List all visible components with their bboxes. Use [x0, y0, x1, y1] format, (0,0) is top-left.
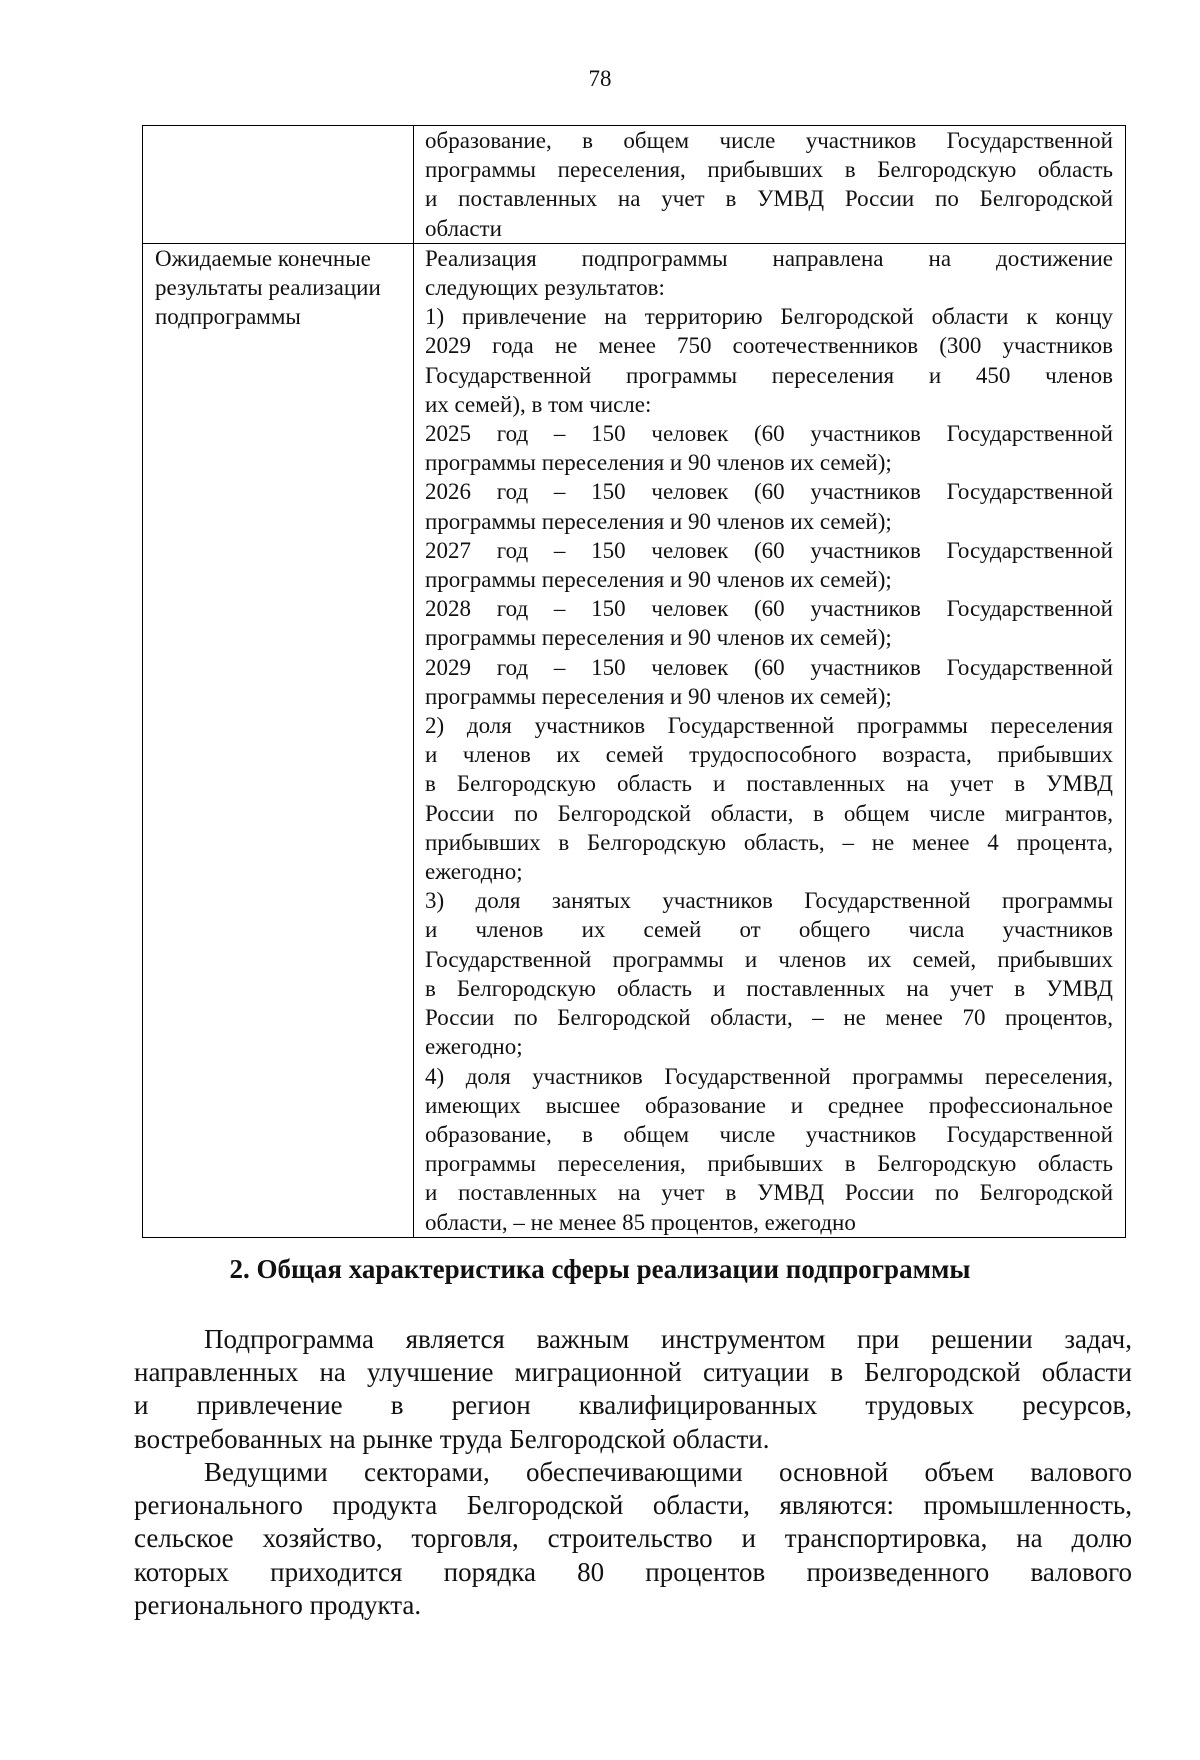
empty-label-cell: [143, 126, 414, 244]
paragraph-2: [134, 1456, 1132, 1622]
text-line: в Белгородскую область и поставленных на учет в УМВД: [425, 771, 1113, 797]
text-line: программы переселения и 90 членов их семей);: [425, 508, 892, 534]
paragraph-1: [134, 1323, 1132, 1456]
text-line: программы переселения и 90 членов их семей);: [425, 567, 892, 593]
text-line: и членов их семей трудоспособного возраста, прибывших: [425, 742, 1113, 768]
text-line: 2028 год – 150 человек (60 участников Государственной: [425, 596, 1113, 622]
text-line: области: [425, 215, 502, 241]
text-line: программы переселения, прибывших в Белгородскую область: [425, 1151, 1113, 1177]
text-line: 2) доля участников Государственной программы переселения: [425, 713, 1113, 739]
text-line: ежегодно;: [425, 859, 523, 885]
text-line: направленных на улучшение миграционной ситуации в Белгородской области: [134, 1357, 1132, 1388]
expected-results-cell: [414, 243, 1126, 1237]
text-line: следующих результатов:: [425, 275, 665, 301]
text-line: 2026 год – 150 человек (60 участников Государственной: [425, 479, 1113, 505]
text-line: образование, в общем числе участников Государственной: [425, 1121, 1113, 1147]
text-line: 3) доля занятых участников Государственной программы: [425, 888, 1113, 914]
text-line: сельское хозяйство, торговля, строительство и транспортировка, на долю: [134, 1523, 1132, 1554]
text-line: области, – не менее 85 процентов, ежегодно: [425, 1209, 856, 1235]
text-line: программы переселения, прибывших в Белгородскую область: [425, 157, 1113, 183]
text-line: Ведущими секторами, обеспечивающими основной объем валового: [204, 1457, 1132, 1487]
text-line: России по Белгородской области, – не менее 70 процентов,: [425, 1005, 1113, 1031]
text-line: Государственной программы и членов их семей, прибывших: [425, 946, 1113, 972]
text-line: 1) привлечение на территорию Белгородской области к концу: [425, 304, 1113, 330]
text-line: 2029 год – 150 человек (60 участников Государственной: [425, 654, 1113, 680]
text-line: программы переселения и 90 членов их семей);: [425, 625, 892, 651]
continuation-cell: [414, 126, 1126, 244]
text-line: востребованных на рынке труда Белгородской области.: [134, 1423, 770, 1454]
table-row: [143, 126, 1126, 244]
text-line: и членов их семей от общего числа участников: [425, 917, 1113, 943]
table-row: [143, 243, 1126, 1237]
text-line: Государственной программы переселения и 450 членов: [425, 362, 1113, 388]
text-line: и поставленных на учет в УМВД России по Белгородской: [425, 186, 1113, 212]
text-line: 4) доля участников Государственной программы переселения,: [425, 1063, 1113, 1089]
text-line: 2025 год – 150 человек (60 участников Государственной: [425, 421, 1113, 447]
text-line: которых приходится порядка 80 процентов произведенного валового: [134, 1556, 1132, 1587]
text-line: результаты реализации: [155, 275, 381, 301]
text-line: Подпрограмма является важным инструментом при решении задач,: [204, 1324, 1132, 1354]
text-line: их семей), в том числе:: [425, 391, 652, 417]
text-line: прибывших в Белгородскую область, – не менее 4 процента,: [425, 829, 1113, 855]
text-line: ежегодно;: [425, 1034, 523, 1060]
text-line: 2029 года не менее 750 соотечественников (300 участников: [425, 333, 1113, 359]
text-line: программы переселения и 90 членов их семей);: [425, 450, 892, 476]
text-line: подпрограммы: [155, 304, 301, 330]
text-line: Реализация подпрограммы направлена на достижение: [425, 245, 1113, 271]
expected-results-label: [143, 243, 414, 1237]
subprogram-passport-table: [142, 125, 1126, 1238]
text-line: Ожидаемые конечные: [155, 245, 371, 271]
text-line: регионального продукта Белгородской области, являются: промышленность,: [134, 1490, 1132, 1521]
text-line: и привлечение в регион квалифицированных трудовых ресурсов,: [134, 1390, 1132, 1421]
text-line: регионального продукта.: [134, 1589, 422, 1620]
section-heading: 2. Общая характеристика сферы реализации подпрограммы: [229, 1254, 971, 1284]
text-line: в Белгородскую область и поставленных на учет в УМВД: [425, 975, 1113, 1001]
text-line: программы переселения и 90 членов их семей);: [425, 683, 892, 709]
text-line: России по Белгородской области, в общем числе мигрантов,: [425, 800, 1113, 826]
text-line: и поставленных на учет в УМВД России по Белгородской: [425, 1180, 1113, 1206]
page-number: 78: [588, 66, 612, 91]
text-line: имеющих высшее образование и среднее профессиональное: [425, 1092, 1113, 1118]
text-line: 2027 год – 150 человек (60 участников Государственной: [425, 537, 1113, 563]
text-line: образование, в общем числе участников Государственной: [425, 128, 1113, 153]
